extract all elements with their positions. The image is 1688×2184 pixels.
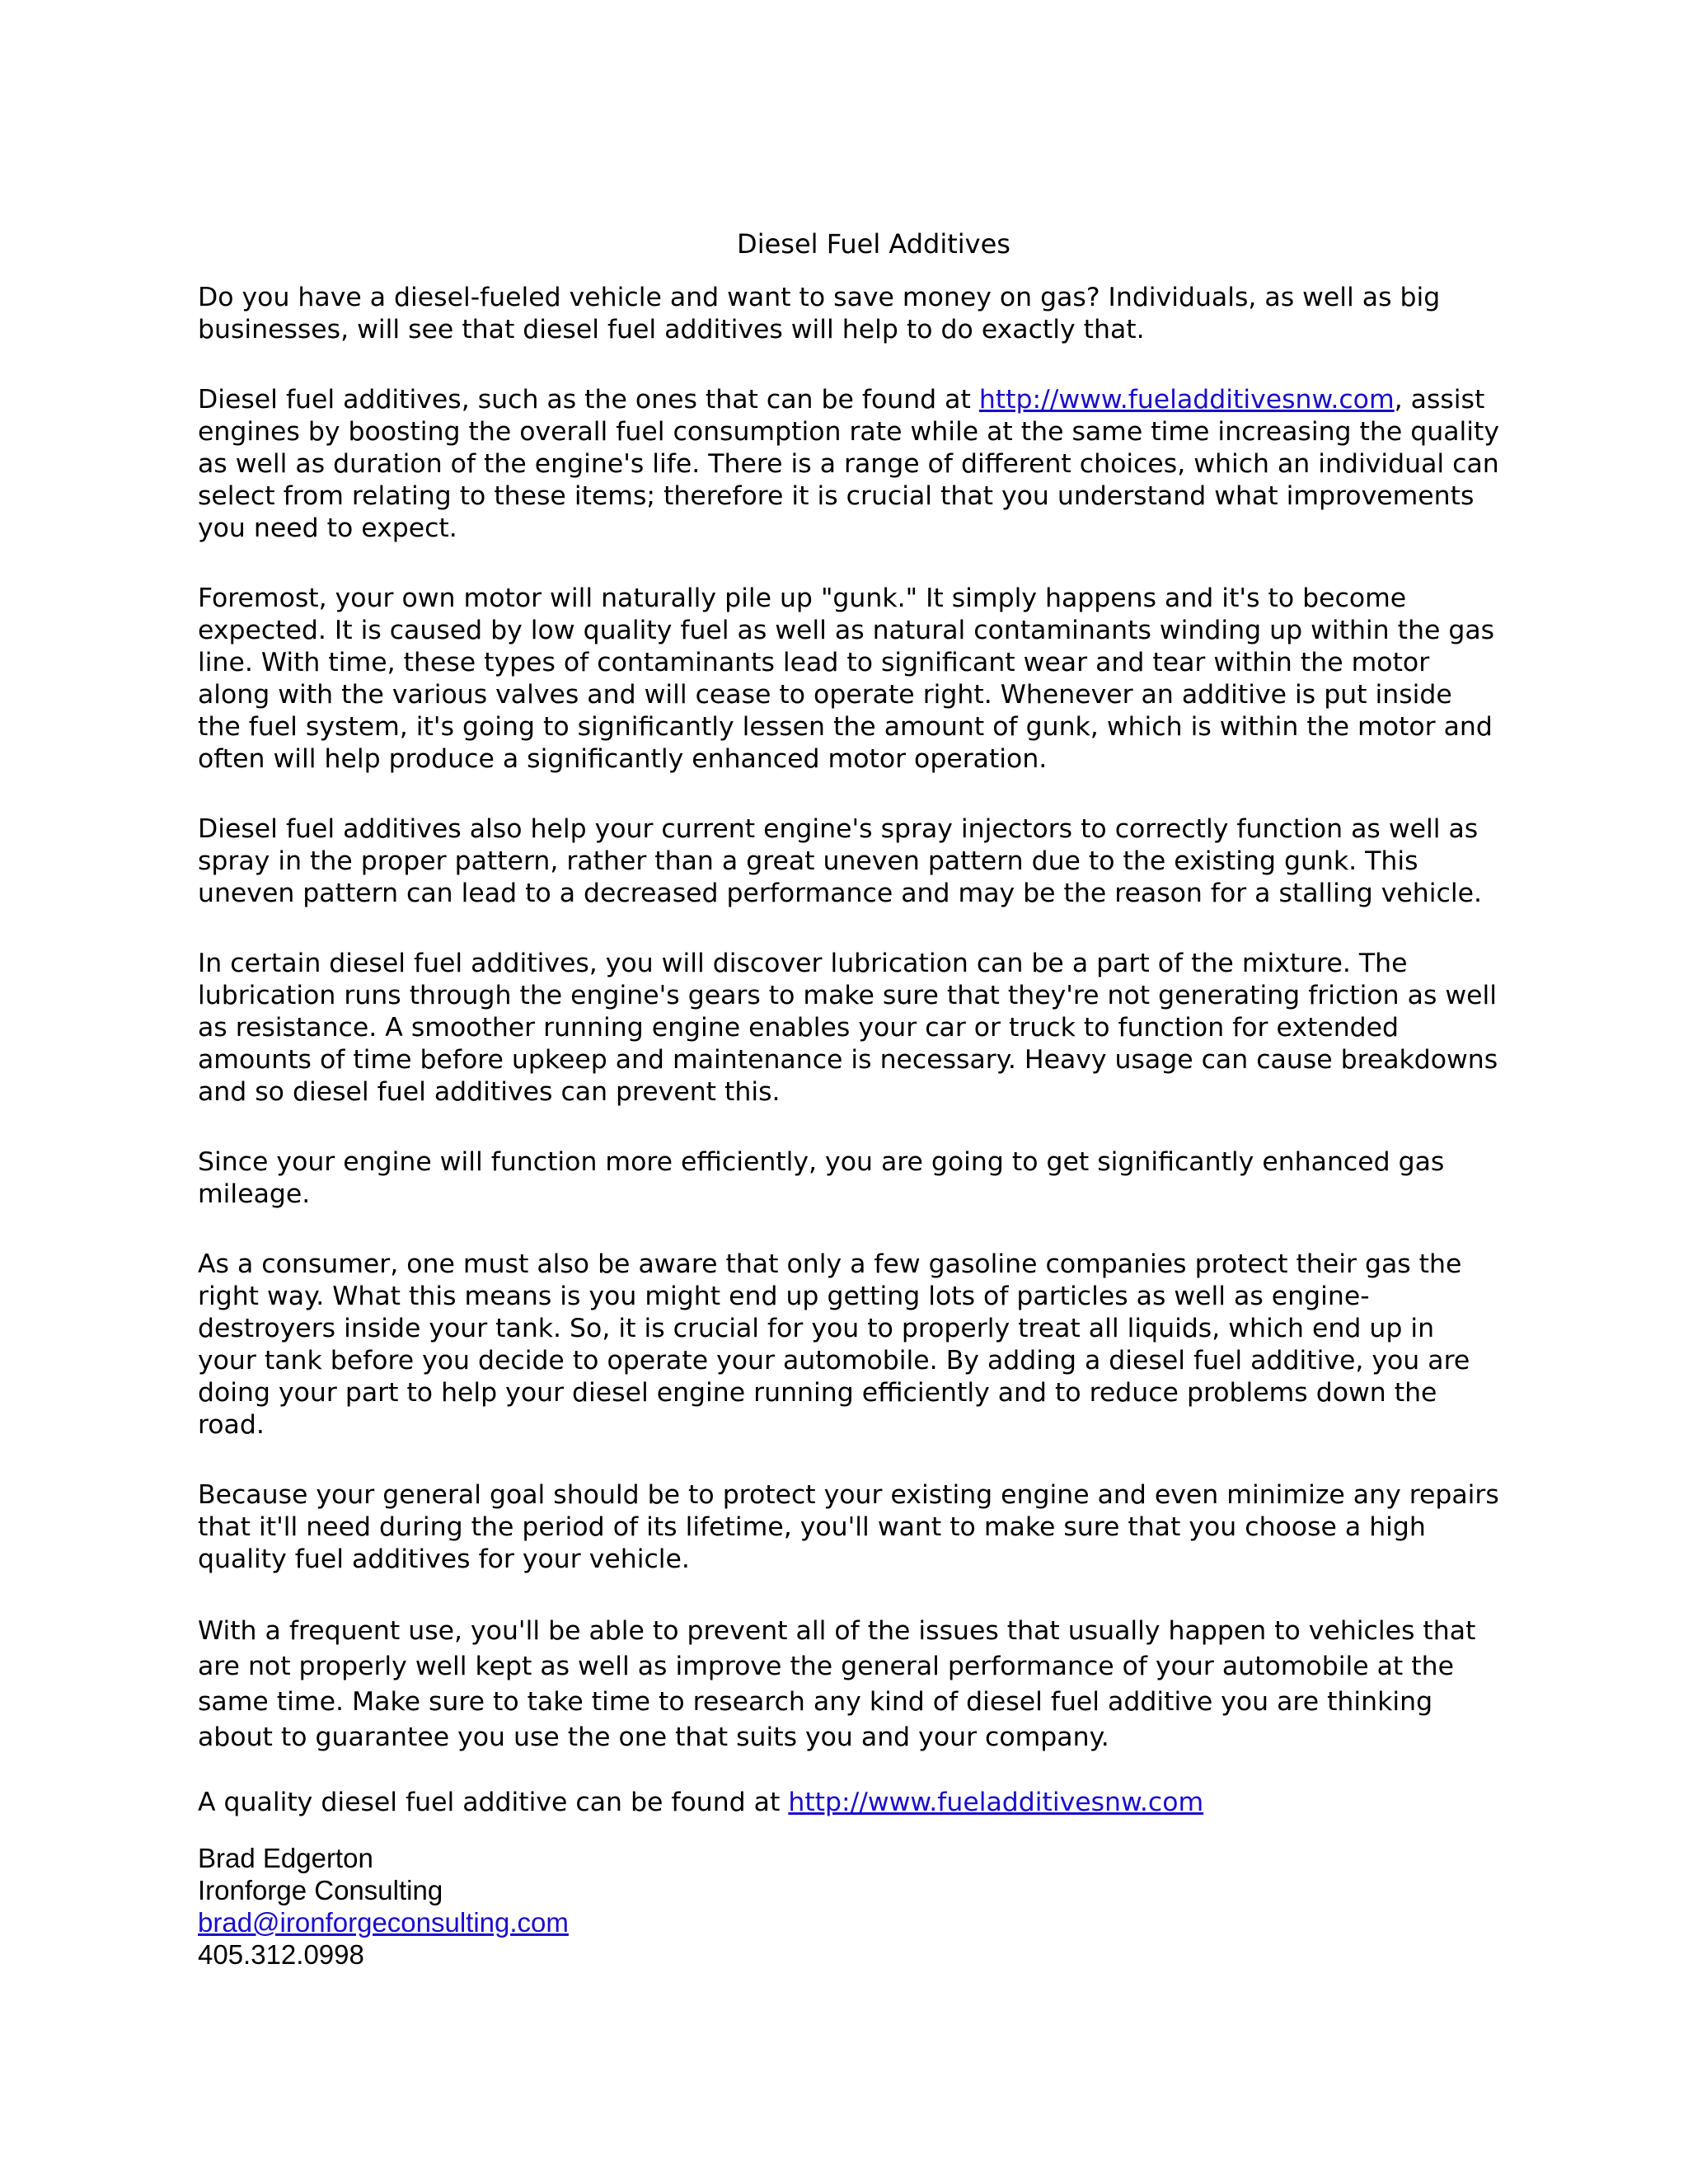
paragraph-text: , assist engines by boosting the overall fuel consumption rate while at the same time increasing the quality as well as duration of the engine's life. There is a range of different choices, which an individual can select from relating to these items; therefore it is crucial that you understand what improvements you need to expect. [198,385,1500,543]
signature-name: Brad Edgerton [198,1843,373,1873]
paragraph-quality-additive [198,1787,1500,1819]
paragraph-mileage: Since your engine will function more efficiently, you are going to get significantly enhanced gas mileage. [198,1147,1445,1209]
signature-company: Ironforge Consulting [198,1875,443,1905]
paragraph-text: A quality diesel fuel additive can be found at [198,1788,789,1817]
paragraph-intro: Do you have a diesel-fueled vehicle and want to save money on gas? Individuals, as well as big businesses, will see that diesel fuel additives will help to do exactly that. [198,283,1441,344]
signature-block [198,1842,1500,1971]
signature-email-link[interactable]: brad@ironforgeconsulting.com [198,1907,569,1938]
fueladditives-link[interactable]: http://www.fueladditivesnw.com [978,385,1395,415]
paragraph-injectors: Diesel fuel additives also help your current engine's spray injectors to correctly function as well as spray in the proper pattern, rather than a great uneven pattern due to the existing gunk. This uneven pattern can lead to a decreased performance and may be the reason for a stalling vehicle. [198,814,1482,908]
paragraph-frequent-use: With a frequent use, you'll be able to prevent all of the issues that usually happen to vehicles that are not properly well kept as well as improve the general performance of your automobile at the same time. Make sure to take time to research any kind of diesel fuel additive you are thinking about to guarantee you use the one that suits you and your company. [198,1616,1476,1752]
signature-phone: 405.312.0998 [198,1939,364,1970]
fueladditives-link-closing[interactable]: http://www.fueladditivesnw.com [788,1788,1204,1817]
document-page [198,223,1500,1971]
paragraph-consumer: As a consumer, one must also be aware that only a few gasoline companies protect their gas the right way. What this means is you might end up getting lots of particles as well as engine-destroyers inside your tank. So, it is crucial for you to properly treat all liquids, which end up in your tank before you decide to operate your automobile. By adding a diesel fuel additive, you are doing your part to help your diesel engine running efficiently and to reduce problems down the road. [198,1249,1470,1440]
paragraph-text: Diesel fuel additives, such as the ones that can be found at [198,385,979,415]
paragraph-gunk: Foremost, your own motor will naturally pile up "gunk." It simply happens and it's to become expected. It is caused by low quality fuel as well as natural contaminants winding up within the gas line. With time, these types of contaminants lead to significant wear and tear within the motor along with the various valves and will cease to operate right. Whenever an additive is put inside the fuel system, it's going to significantly lessen the amount of gunk, which is within the motor and often will help produce a significantly enhanced motor operation. [198,583,1495,774]
paragraph-additives-overview [198,384,1500,545]
paragraph-protect-engine: Because your general goal should be to protect your existing engine and even minimize any repairs that it'll need during the period of its lifetime, you'll want to make sure that you choose a high quality fuel additives for your vehicle. [198,1480,1499,1574]
document-title: Diesel Fuel Additives [737,228,1010,260]
paragraph-lubrication: In certain diesel fuel additives, you will discover lubrication can be a part of the mixture. The lubrication runs through the engine's gears to make sure that they're not generating friction as well as resistance. A smoother running engine enables your car or truck to function for extended amounts of time before upkeep and maintenance is necessary. Heavy usage can cause breakdowns and so diesel fuel additives can prevent this. [198,949,1498,1107]
